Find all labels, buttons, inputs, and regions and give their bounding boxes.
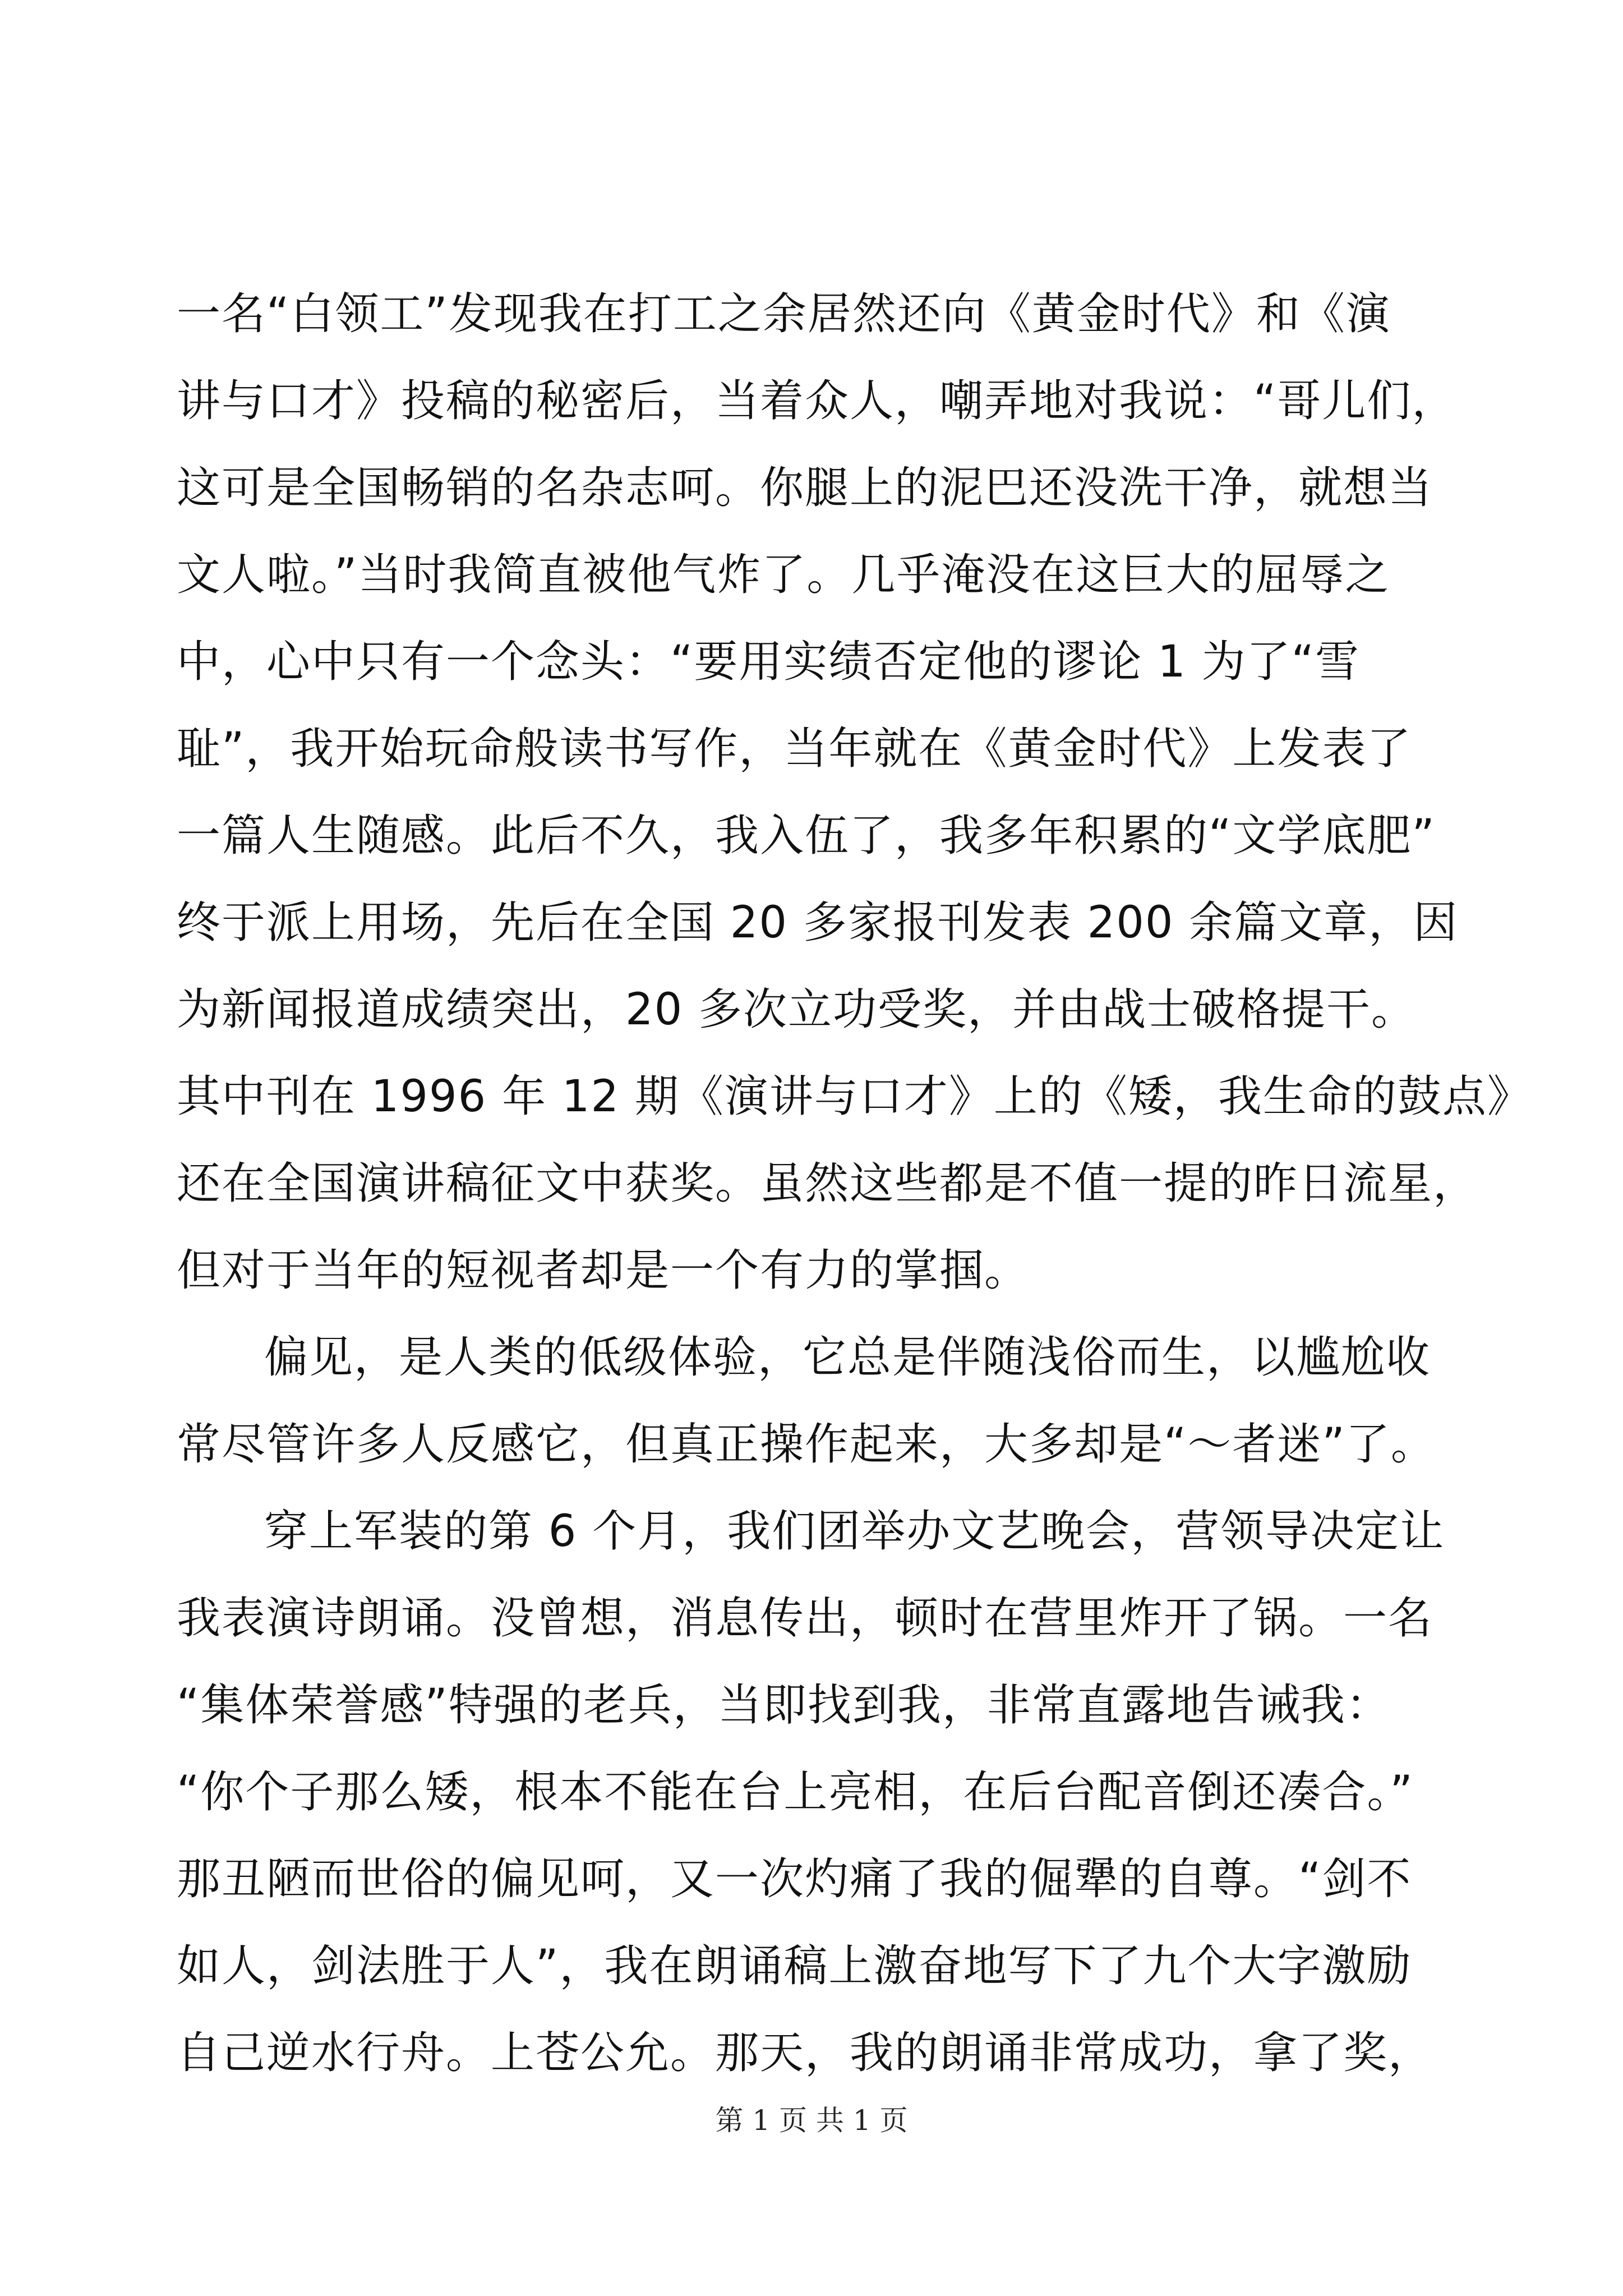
text-line: 那丑陋而世俗的偏见呵，又一次灼痛了我的倔犟的自尊。“剑不 <box>177 1854 1412 1904</box>
text-line: 这可是全国畅销的名杂志呵。你腿上的泥巴还没洗干净，就想当 <box>177 463 1433 513</box>
text-line: 常尽管许多人反感它，但真正操作起来，大多却是“～者迷”了。 <box>177 1419 1436 1470</box>
paragraph-first-line: 穿上军装的第 6 个月，我们团举办文艺晚会，营领导决定让 <box>264 1506 1445 1557</box>
text-line: 我表演诗朗诵。没曾想，消息传出，顿时在营里炸开了锅。一名 <box>177 1593 1433 1644</box>
text-line: “集体荣誉感”特强的老兵，当即找到我，非常直露地告诫我： <box>177 1680 1391 1731</box>
text-line: 还在全国演讲稿征文中获奖。虽然这些都是不值一提的昨日流星， <box>177 1158 1478 1209</box>
text-line: 其中刊在 1996 年 12 期《演讲与口才》上的《矮，我生命的鼓点》 <box>177 1071 1532 1122</box>
text-line: “你个子那么矮，根本不能在台上亮相，在后台配音倒还凑合。” <box>177 1767 1414 1818</box>
text-line: 讲与口才》投稿的秘密后，当着众人，嘲弄地对我说：“哥儿们， <box>177 376 1457 426</box>
text-line: 为新闻报道成绩突出，20 多次立功受奖，并由战士破格提干。 <box>177 984 1417 1035</box>
paragraph-first-line: 偏见，是人类的低级体验，它总是伴随浅俗而生，以尴尬收 <box>264 1332 1431 1383</box>
text-line: 耻”，我开始玩命般读书写作，当年就在《黄金时代》上发表了 <box>177 724 1412 774</box>
text-line: 文人啦。”当时我简直被他气炸了。几乎淹没在这巨大的屈辱之 <box>177 550 1390 600</box>
page-footer: 第 1 页 共 1 页 <box>715 2104 908 2137</box>
text-line: 如人，剑法胜于人”，我在朗诵稿上激奋地写下了九个大字激励 <box>177 1941 1412 1991</box>
text-line: 一篇人生随感。此后不久，我入伍了，我多年积累的“文学底肥” <box>177 811 1436 861</box>
text-line: 但对于当年的短视者却是一个有力的掌掴。 <box>177 1245 1030 1296</box>
text-line: 一名“白领工”发现我在打工之余居然还向《黄金时代》和《演 <box>177 289 1391 339</box>
text-line: 自己逆水行舟。上苍公允。那天，我的朗诵非常成功，拿了奖， <box>177 2028 1433 2078</box>
text-line: 终于派上用场，先后在全国 20 多家报刊发表 200 余篇文章，因 <box>177 898 1459 948</box>
text-line: 中，心中只有一个念头：“要用实绩否定他的谬论 1 为了“雪 <box>177 637 1361 687</box>
